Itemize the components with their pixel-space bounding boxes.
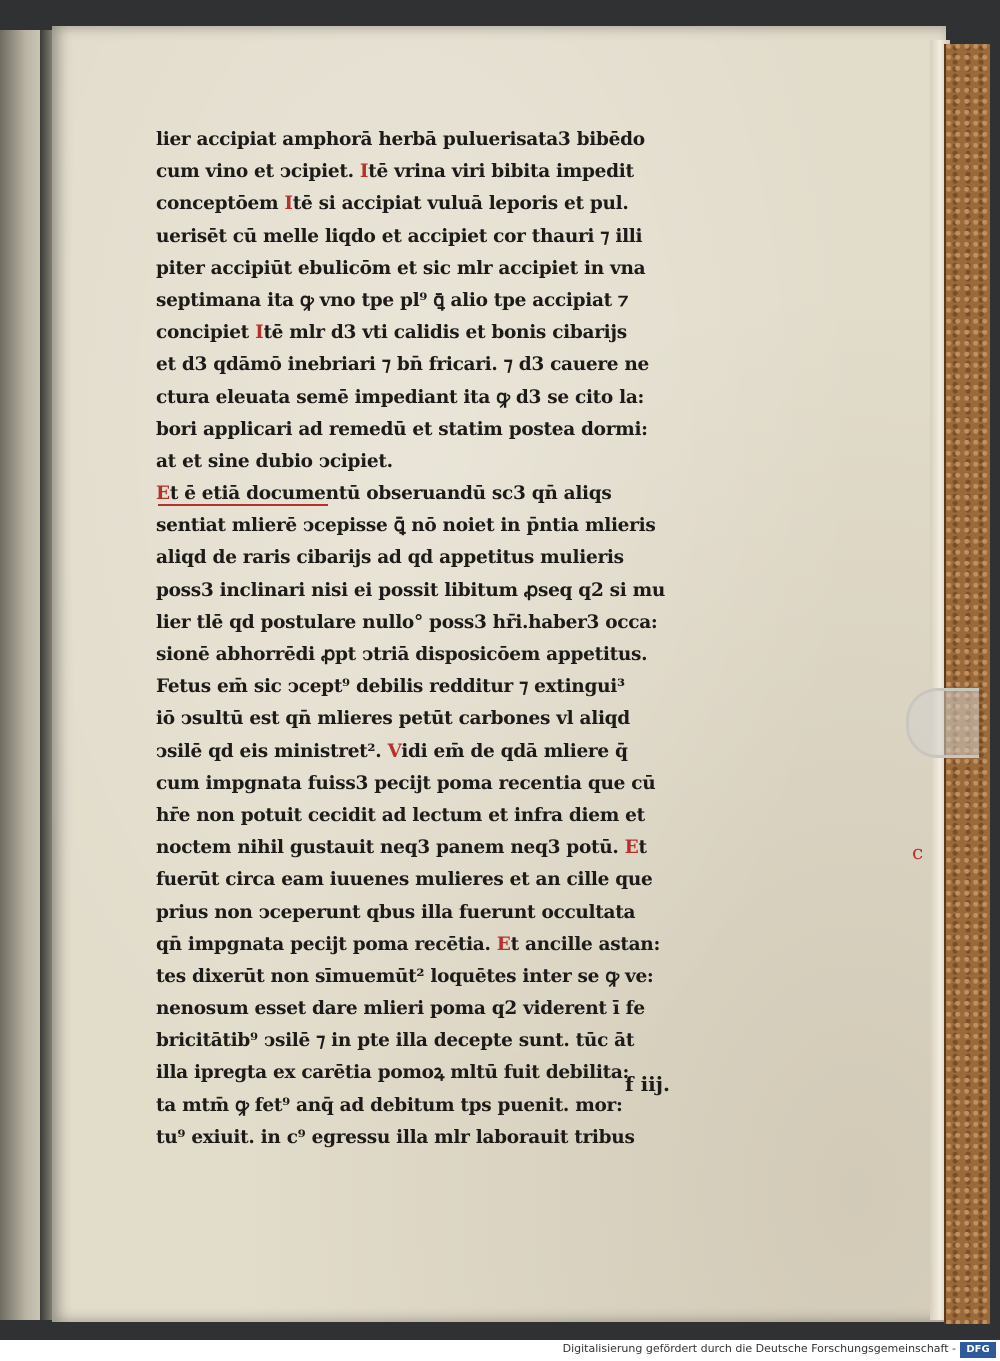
text-line: at et sine dubio ↄcipiet.: [156, 450, 393, 472]
rubric-initial: E: [496, 933, 511, 955]
text-line: iō ↄsultū est qn̄ mlieres petūt carbones vl aliqd: [156, 708, 630, 730]
text-line: tes dixerūt non sīmuemūt² loquētes inter se ꝙ ve:: [156, 965, 654, 987]
text-block: [156, 124, 731, 1154]
rubric-initial: E: [624, 837, 639, 859]
signature-mark: f iij.: [625, 1072, 670, 1096]
text-line: ta mtm̄ ꝙ fet⁹ anq̄ ad debitum tps puenit. mor:: [156, 1094, 623, 1116]
text-line: nenosum esset dare mlieri poma q2 viderent ī fe: [156, 998, 645, 1020]
funding-text: Digitalisierung gefördert durch die Deutsche Forschungsgemeinschaft -: [562, 1342, 956, 1355]
text-line: ↄsilē qd eis ministret². Vidi em̄ de qdā mliere q̄: [156, 740, 628, 762]
text-line: prius non ↄceperunt qbus illa fuerunt occultata: [156, 901, 636, 923]
rubric-initial: I: [359, 161, 369, 183]
rubric-initial: E: [156, 483, 170, 505]
text-line: tu⁹ exiuit. in c⁹ egressu illa mlr laborauit tribus: [156, 1126, 635, 1148]
rubric-initial: I: [284, 193, 293, 215]
text-line: noctem nihil gustauit neq3 panem neq3 potū. Et: [156, 837, 647, 859]
text-line: lier tlē qd postulare nullo° poss3 hr̄i.haber3 occa:: [156, 611, 658, 633]
rubric-initial: I: [255, 322, 264, 344]
text-line: concipiet Itē mlr d3 vti calidis et bonis cibarijs: [156, 322, 627, 344]
text-line: piter accipiūt ebulicōm et sic mlr accipiet in vna: [156, 257, 646, 279]
text-line: sentiat mlierē ↄcepisse ꝗ̄ nō noiet in p̄ntia mlieris: [156, 515, 656, 537]
rubric-initial: V: [387, 740, 402, 762]
dfg-logo: DFG: [960, 1342, 996, 1358]
text-line: bori applicari ad remedū et statim postea dormi:: [156, 418, 648, 440]
text-line: Fetus em̄ sic ↄcept⁹ debilis redditur ⁊ extingui³: [156, 676, 625, 698]
text-line: conceptōem Itē si accipiat vuluā leporis et pul.: [156, 193, 629, 215]
text-line: cum impgnata fuiss3 pecijt poma recentia que cū: [156, 772, 656, 794]
text-line: qn̄ impgnata pecijt poma recētia. Et ancille astan:: [156, 933, 660, 955]
text-line: ctura eleuata semē impediant ita ꝙ d3 se cito la:: [156, 386, 645, 408]
text-line: bricitātib⁹ ↄsilē ⁊ in pte illa decepte sunt. tūc āt: [156, 1030, 635, 1052]
text-line: aliqd de raris cibarijs ad qd appetitus mulieris: [156, 547, 624, 569]
text-line: hr̄e non potuit cecidit ad lectum et infra diem et: [156, 804, 645, 826]
text-line: Et ē etiā documentū obseruandū sc3 qn̄ aliqs: [156, 478, 731, 510]
margin-red-mark: c: [912, 840, 924, 864]
footer-bar: [0, 1340, 1000, 1361]
leather-cover: [944, 44, 990, 1324]
text-line: illa ipregta ex carētia pomoꝝ mltū fuit debilita:: [156, 1062, 630, 1084]
text-line: et d3 qdāmō inebriari ⁊ bn̄ fricari. ⁊ d3 cauere ne: [156, 354, 650, 376]
text-line: uerisēt cū melle liqdo et accipiet cor thauri ⁊ illi: [156, 225, 643, 247]
text-line: septimana ita ꝙ vno tpe pl⁹ ꝗ̄ alio tpe accipiat ⁊: [156, 289, 629, 311]
clasp-holder: [906, 688, 979, 758]
text-line: lier accipiat amphorā herbā puluerisata3 bibēdo: [156, 129, 645, 150]
text-line: poss3 inclinari nisi ei possit libitum ꝓseq q2 si mu: [156, 579, 666, 601]
text-line: cum vino et ↄcipiet. Itē vrina viri bibita impedit: [156, 161, 634, 183]
text-line: fuerūt circa eam iuuenes mulieres et an cille que: [156, 869, 653, 891]
text-line: sionē abhorrēdi ꝓpt ↄtriā disposicōem appetitus.: [156, 644, 648, 665]
